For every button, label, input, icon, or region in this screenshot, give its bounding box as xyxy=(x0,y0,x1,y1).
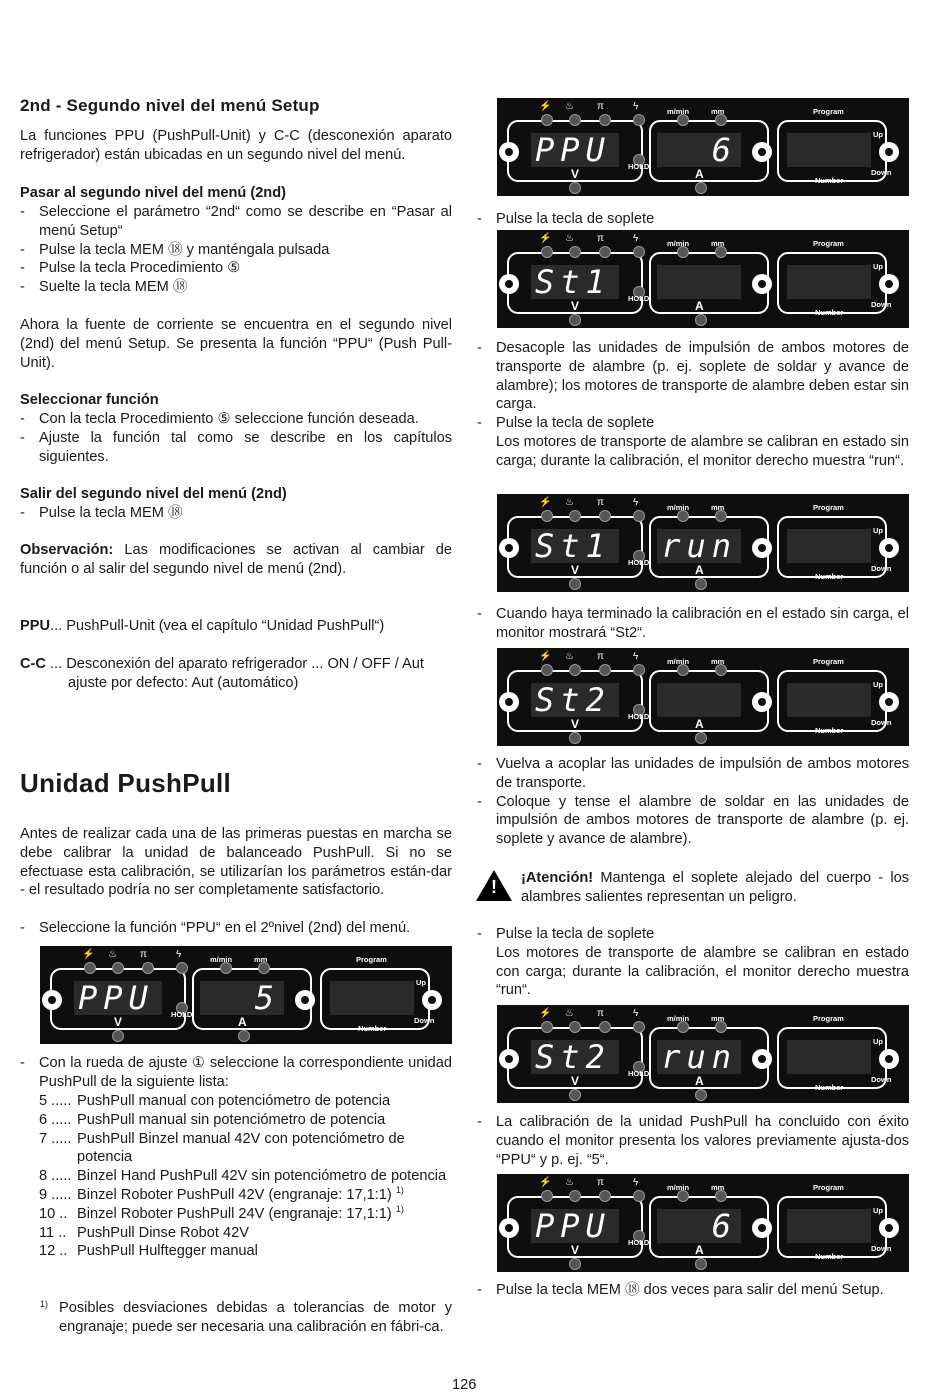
mm-label: mm xyxy=(711,1183,725,1192)
led-indicator xyxy=(599,664,611,676)
lightning-icon: ϟ xyxy=(633,1008,639,1019)
mid-display: run xyxy=(657,1040,741,1074)
lightning-icon: ϟ xyxy=(633,101,639,112)
knob-icon[interactable] xyxy=(499,1049,519,1069)
knob-icon[interactable] xyxy=(879,142,899,162)
steps-desacople: - Desacople las unidades de impulsión de ambos motores de transporte de alambre (p. ej. soplete de soldar y avance de alambre); los motores de transporte de alambre deben estar sin carga. - Pulse la tecla de soplete Los motores de transporte de alambre se calibran en estado sin carga; durante la calibración, el monitor derecho muestra “run“. xyxy=(477,339,909,471)
program-label: Program xyxy=(813,239,844,248)
knob-icon[interactable] xyxy=(752,1218,772,1238)
sub-pasar: Pasar al segundo nivel del menú (2nd) xyxy=(20,185,286,201)
list-item: - Pulse la tecla MEM ⑱ xyxy=(20,504,452,523)
number-label: Number xyxy=(815,726,844,735)
list-item: - Pulse la tecla Procedimiento ⑤ xyxy=(20,259,452,278)
led-indicator xyxy=(176,962,188,974)
right-display xyxy=(787,265,871,299)
list-item: 9 ..... Binzel Roboter PushPull 42V (engranaje: 17,1:1) $^{1)}$ xyxy=(39,1185,404,1203)
mid-display: 6 xyxy=(657,133,741,167)
weld-icon: ♨ xyxy=(565,101,574,112)
intro-2nd: La funciones PPU (PushPull-Unit) y C-C (desconexión aparato refrigerador) están ubicadas en un segundo nivel del menú. xyxy=(20,128,452,163)
torch-icon: ⚡ xyxy=(539,101,552,112)
mmin-label: m/min xyxy=(667,107,690,116)
knob-icon[interactable] xyxy=(499,692,519,712)
left-display: PPU xyxy=(531,133,619,167)
down-label: Down xyxy=(871,300,892,309)
list-item: - Con la tecla Procedimiento ⑤ seleccione función deseada. xyxy=(20,410,452,429)
program-label: Program xyxy=(813,107,844,116)
list-item: 5 ..... PushPull manual con potenciómetro de potencia xyxy=(39,1093,391,1109)
left-display: St1 xyxy=(531,265,619,299)
led-indicator xyxy=(569,1258,581,1270)
mid-display xyxy=(657,683,741,717)
led-indicator xyxy=(569,664,581,676)
list-item: - Suelte la tecla MEM ⑱ xyxy=(20,278,452,297)
led-indicator xyxy=(695,1089,707,1101)
knob-icon[interactable] xyxy=(499,274,519,294)
warning-icon: ! xyxy=(476,870,512,901)
mm-label: mm xyxy=(254,955,268,964)
amp-label: A xyxy=(695,563,704,577)
list-item: 12 .. PushPull Hulftegger manual xyxy=(39,1243,258,1260)
led-indicator xyxy=(569,510,581,522)
list-item: - Seleccione el parámetro “2nd“ como se describe en “Pasar al menú Setup“ xyxy=(20,203,452,241)
led-indicator xyxy=(695,314,707,326)
program-label: Program xyxy=(813,1014,844,1023)
hold-label: HOLD xyxy=(628,558,650,567)
control-panel xyxy=(497,494,909,592)
program-label: Program xyxy=(813,657,844,666)
knob-icon[interactable] xyxy=(752,538,772,558)
led-indicator xyxy=(238,1030,250,1042)
observacion-text: Las modificaciones se activan al cambiar de función o al salir del segundo nivel de menú (2nd). xyxy=(20,542,452,577)
knob-icon[interactable] xyxy=(879,538,899,558)
right-display xyxy=(787,529,871,563)
torch-icon: ⚡ xyxy=(539,497,552,508)
number-label: Number xyxy=(815,572,844,581)
lightning-icon: ϟ xyxy=(633,1177,639,1188)
weld-icon: ♨ xyxy=(565,1008,574,1019)
led-indicator xyxy=(142,962,154,974)
led-indicator xyxy=(112,962,124,974)
led-indicator xyxy=(569,732,581,744)
right-display xyxy=(787,133,871,167)
down-label: Down xyxy=(871,718,892,727)
led-indicator xyxy=(599,114,611,126)
volt-label: V xyxy=(571,1074,580,1088)
knob-icon[interactable] xyxy=(752,692,772,712)
cc-label: C-C xyxy=(20,656,46,672)
down-label: Down xyxy=(871,564,892,573)
mm-label: mm xyxy=(711,503,725,512)
atencion-label: ¡Atención! xyxy=(521,870,594,886)
led-indicator xyxy=(695,578,707,590)
weld-icon: ♨ xyxy=(565,497,574,508)
amp-label: A xyxy=(695,717,704,731)
led-indicator xyxy=(695,732,707,744)
weld-icon: ♨ xyxy=(565,233,574,244)
mm-label: mm xyxy=(711,657,725,666)
knob-icon[interactable] xyxy=(752,142,772,162)
volt-label: V xyxy=(571,1243,580,1257)
mid-display: run xyxy=(657,529,741,563)
down-label: Down xyxy=(871,1075,892,1084)
knob-icon[interactable] xyxy=(42,990,62,1010)
led-indicator xyxy=(541,246,553,258)
led-indicator xyxy=(599,1190,611,1202)
led-indicator xyxy=(695,182,707,194)
cc-definition xyxy=(20,655,452,674)
led-indicator xyxy=(599,1021,611,1033)
left-display: PPU xyxy=(74,981,162,1015)
section-title-2nd: 2nd - Segundo nivel del menú Setup xyxy=(20,96,320,115)
control-panel xyxy=(497,230,909,328)
led-indicator xyxy=(599,510,611,522)
knob-icon[interactable] xyxy=(752,274,772,294)
program-label: Program xyxy=(813,503,844,512)
footnote: Posibles desviaciones debidas a tolerancias de motor y engranaje; puede ser necesaria una calibración en fábri-ca. xyxy=(59,1300,452,1335)
down-label: Down xyxy=(871,1244,892,1253)
lightning-icon: ϟ xyxy=(633,651,639,662)
torch-icon: ⚡ xyxy=(539,233,552,244)
section-title-unidad: Unidad PushPull xyxy=(20,768,232,798)
up-label: Up xyxy=(416,978,426,987)
hold-label: HOLD xyxy=(628,162,650,171)
led-indicator xyxy=(541,1021,553,1033)
volt-label: V xyxy=(571,167,580,181)
steps-vuelva: - Vuelva a acoplar las unidades de impulsión de ambos motores de transporte. - Coloque y tense el alambre de soldar en las unidades de impulsión de ambos motores de transporte de alambre (p. ej. soplete y avance de alambre). xyxy=(477,755,909,849)
mid-display: 6 xyxy=(657,1209,741,1243)
knob-icon[interactable] xyxy=(422,990,442,1010)
led-indicator xyxy=(633,114,645,126)
amp-label: A xyxy=(695,1074,704,1088)
led-indicator xyxy=(633,246,645,258)
torch-icon: ⚡ xyxy=(539,1177,552,1188)
step-select-ppu: - Seleccione la función “PPU“ en el 2ºnivel (2nd) del menú. xyxy=(20,919,452,938)
list-item: - Ajuste la función tal como se describe en los capítulos siguientes. xyxy=(20,429,452,467)
mid-display xyxy=(657,265,741,299)
list-item: 6 ..... PushPull manual sin potenciómetro de potencia xyxy=(39,1111,386,1128)
arc-icon: π xyxy=(597,651,604,662)
list-item: 11 .. PushPull Dinse Robot 42V xyxy=(39,1224,249,1241)
unidad-intro: Antes de realizar cada una de las primeras puestas en marcha se debe calibrar la unidad de balanceado PushPull. Si no se efectuase esta calibración, se utilizarían los parámetros están-dar - el resultado podría no ser completamente satisfactorio. xyxy=(20,826,452,899)
observacion-label: Observación: xyxy=(20,542,114,558)
list-item: 8 ..... Binzel Hand PushPull 42V sin potenciómetro de potencia xyxy=(39,1168,447,1185)
right-display xyxy=(787,1040,871,1074)
weld-icon: ♨ xyxy=(565,1177,574,1188)
knob-icon[interactable] xyxy=(752,1049,772,1069)
ahora-paragraph: Ahora la fuente de corriente se encuentra en el segundo nivel (2nd) del menú Setup. Se presenta la función “PPU“ (Push Pull-Unit). xyxy=(20,317,452,371)
salir-steps xyxy=(20,504,452,523)
weld-icon: ♨ xyxy=(565,651,574,662)
steps-con-carga: - Pulse la tecla de soplete Los motores de transporte de alambre se calibran en estado con carga; durante la calibración, el monitor derecho muestra “run“. xyxy=(477,925,909,1000)
hold-label: HOLD xyxy=(628,1238,650,1247)
number-label: Number xyxy=(815,1252,844,1261)
left-display: St2 xyxy=(531,683,619,717)
led-indicator xyxy=(633,1021,645,1033)
arc-icon: π xyxy=(597,1008,604,1019)
step-mem: - Pulse la tecla MEM ⑱ dos veces para salir del menú Setup. xyxy=(477,1281,917,1300)
pasar-steps xyxy=(20,203,452,297)
led-indicator xyxy=(84,962,96,974)
page-number: 126 xyxy=(452,1377,477,1393)
mmin-label: m/min xyxy=(210,955,233,964)
volt-label: V xyxy=(571,299,580,313)
volt-label: V xyxy=(571,717,580,731)
list-item: 10 .. Binzel Roboter PushPull 24V (engranaje: 17,1:1) $^{1)}$ xyxy=(39,1203,404,1222)
led-indicator xyxy=(541,510,553,522)
number-label: Number xyxy=(815,1083,844,1092)
led-indicator xyxy=(569,1089,581,1101)
control-panel xyxy=(497,1005,909,1103)
observacion xyxy=(20,541,452,579)
control-panel xyxy=(497,648,909,746)
mmin-label: m/min xyxy=(667,1014,690,1023)
mm-label: mm xyxy=(711,107,725,116)
cc-text: ... Desconexión del aparato refrigerador ... ON / OFF / Aut xyxy=(45,656,424,672)
arc-icon: π xyxy=(597,497,604,508)
arc-icon: π xyxy=(597,1177,604,1188)
ppu-label: PPU xyxy=(20,618,51,634)
up-label: Up xyxy=(873,1206,883,1215)
mm-label: mm xyxy=(711,239,725,248)
led-indicator xyxy=(569,114,581,126)
ppu-text: ... PushPull-Unit (vea el capítulo “Unidad PushPull“) xyxy=(50,618,385,634)
torch-icon: ⚡ xyxy=(539,651,552,662)
up-label: Up xyxy=(873,1037,883,1046)
sub-seleccionar: Seleccionar función xyxy=(20,392,159,408)
up-label: Up xyxy=(873,526,883,535)
atencion xyxy=(521,869,909,907)
led-indicator xyxy=(112,1030,124,1042)
led-indicator xyxy=(569,314,581,326)
list-item: 7 ..... PushPull Binzel manual 42V con potenciómetro de potencia xyxy=(39,1130,405,1166)
left-display: St1 xyxy=(531,529,619,563)
weld-icon: ♨ xyxy=(108,949,117,960)
ppu-definition xyxy=(20,617,452,636)
amp-label: A xyxy=(695,1243,704,1257)
knob-icon[interactable] xyxy=(499,142,519,162)
step-cuando: - Cuando haya terminado la calibración en el estado sin carga, el monitor mostrará “St2“. xyxy=(477,605,909,643)
seleccionar-steps xyxy=(20,410,452,466)
right-display xyxy=(330,981,414,1015)
led-indicator xyxy=(695,1258,707,1270)
program-label: Program xyxy=(813,1183,844,1192)
lightning-icon: ϟ xyxy=(633,233,639,244)
step-pulse-soplete: - Pulse la tecla de soplete xyxy=(477,210,909,229)
arc-icon: π xyxy=(140,949,147,960)
arc-icon: π xyxy=(597,233,604,244)
mid-display: 5 xyxy=(200,981,284,1015)
led-indicator xyxy=(569,1190,581,1202)
amp-label: A xyxy=(695,167,704,181)
up-label: Up xyxy=(873,130,883,139)
led-indicator xyxy=(633,510,645,522)
down-label: Down xyxy=(871,168,892,177)
left-display: St2 xyxy=(531,1040,619,1074)
led-indicator xyxy=(569,578,581,590)
units-list xyxy=(39,1092,452,1261)
step-rueda: - Con la rueda de ajuste ① seleccione la correspondiente unidad PushPull de la siguiente lista: xyxy=(20,1054,452,1092)
control-panel xyxy=(40,946,452,1044)
knob-icon[interactable] xyxy=(879,1049,899,1069)
led-indicator xyxy=(569,246,581,258)
right-display xyxy=(787,1209,871,1243)
torch-icon: ⚡ xyxy=(82,949,95,960)
up-label: Up xyxy=(873,680,883,689)
hold-label: HOLD xyxy=(171,1010,193,1019)
led-indicator xyxy=(633,664,645,676)
lightning-icon: ϟ xyxy=(176,949,182,960)
number-label: Number xyxy=(815,308,844,317)
led-indicator xyxy=(569,1021,581,1033)
volt-label: V xyxy=(571,563,580,577)
led-indicator xyxy=(541,114,553,126)
cc-default: ajuste por defecto: Aut (automático) xyxy=(68,675,299,691)
mmin-label: m/min xyxy=(667,239,690,248)
led-indicator xyxy=(633,1190,645,1202)
up-label: Up xyxy=(873,262,883,271)
led-indicator xyxy=(541,664,553,676)
mmin-label: m/min xyxy=(667,1183,690,1192)
control-panel xyxy=(497,1174,909,1272)
hold-label: HOLD xyxy=(628,294,650,303)
mmin-label: m/min xyxy=(667,657,690,666)
right-display xyxy=(787,683,871,717)
torch-icon: ⚡ xyxy=(539,1008,552,1019)
volt-label: V xyxy=(114,1015,123,1029)
step-concluido: - La calibración de la unidad PushPull ha concluido con éxito cuando el monitor presenta los valores previamente ajusta-dos “PPU“ y p. ej. “5“. xyxy=(477,1113,909,1169)
program-label: Program xyxy=(356,955,387,964)
control-panel xyxy=(497,98,909,196)
knob-icon[interactable] xyxy=(879,274,899,294)
amp-label: A xyxy=(695,299,704,313)
left-display: PPU xyxy=(531,1209,619,1243)
led-indicator xyxy=(541,1190,553,1202)
number-label: Number xyxy=(815,176,844,185)
amp-label: A xyxy=(238,1015,247,1029)
knob-icon[interactable] xyxy=(879,692,899,712)
led-indicator xyxy=(599,246,611,258)
mm-label: mm xyxy=(711,1014,725,1023)
number-label: Number xyxy=(358,1024,387,1033)
sub-salir: Salir del segundo nivel del menú (2nd) xyxy=(20,486,287,502)
arc-icon: π xyxy=(597,101,604,112)
atencion-text: Mantenga el soplete alejado del cuerpo - los alambres salientes representan un peligro. xyxy=(521,870,909,905)
list-item: - Pulse la tecla MEM ⑱ y manténgala pulsada xyxy=(20,241,452,260)
knob-icon[interactable] xyxy=(499,538,519,558)
led-indicator xyxy=(569,182,581,194)
knob-icon[interactable] xyxy=(295,990,315,1010)
down-label: Down xyxy=(414,1016,435,1025)
knob-icon[interactable] xyxy=(879,1218,899,1238)
hold-label: HOLD xyxy=(628,1069,650,1078)
mmin-label: m/min xyxy=(667,503,690,512)
hold-label: HOLD xyxy=(628,712,650,721)
knob-icon[interactable] xyxy=(499,1218,519,1238)
lightning-icon: ϟ xyxy=(633,497,639,508)
